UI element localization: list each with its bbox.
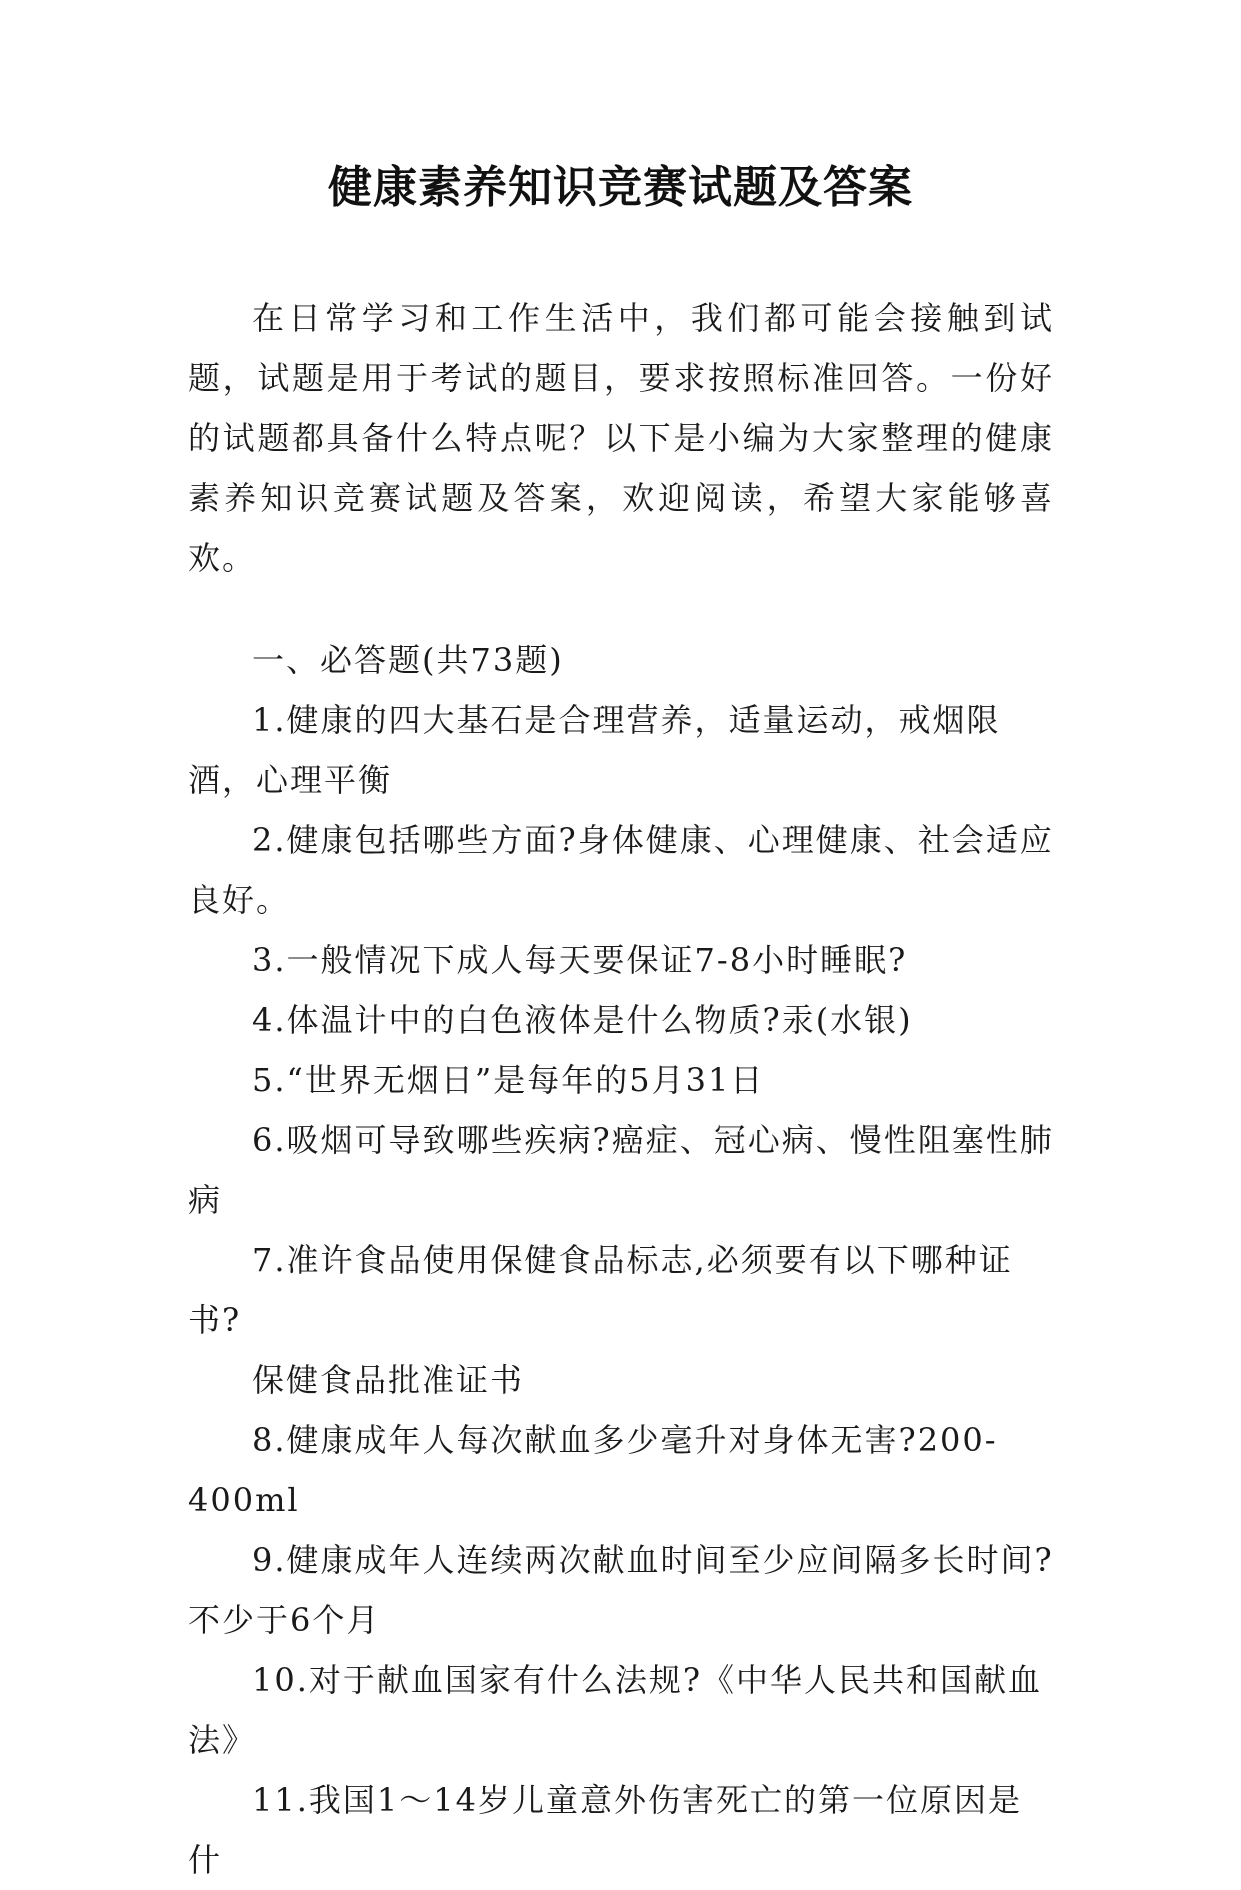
section-heading: 一、必答题(共73题) bbox=[252, 641, 564, 679]
question-item: 3.一般情况下成人每天要保证7-8小时睡眠? bbox=[252, 941, 908, 979]
question-text: 7.准许食品使用保健食品标志,必须要有以下哪种证书? bbox=[188, 1241, 1013, 1339]
question-item: 11.我国1～14岁儿童意外伤害死亡的第一位原因是什 bbox=[188, 1781, 1022, 1879]
question-item: 1.健康的四大基石是合理营养，适量运动，戒烟限酒，心理平衡 bbox=[188, 701, 1001, 799]
question-item: 2.健康包括哪些方面?身体健康、心理健康、社会适应良好。 bbox=[188, 821, 1054, 919]
question-item bbox=[188, 1230, 1054, 1410]
question-answer: 保健食品批准证书 bbox=[252, 1361, 525, 1399]
question-item: 8.健康成年人每次献血多少毫升对身体无害?200-400ml bbox=[188, 1421, 998, 1519]
question-item: 4.体温计中的白色液体是什么物质?汞(水银) bbox=[252, 1001, 913, 1039]
intro-paragraph: 在日常学习和工作生活中，我们都可能会接触到试题，试题是用于考试的题目，要求按照标准回答。一份好的试题都具备什么特点呢？以下是小编为大家整理的健康素养知识竞赛试题及答案，欢迎阅读，希望大家能够喜欢。 bbox=[188, 299, 1054, 577]
question-item: 6.吸烟可导致哪些疾病?癌症、冠心病、慢性阻塞性肺病 bbox=[188, 1121, 1054, 1219]
question-item: 9.健康成年人连续两次献血时间至少应间隔多长时间?不少于6个月 bbox=[188, 1541, 1054, 1639]
document-title: 健康素养知识竞赛试题及答案 bbox=[328, 162, 913, 213]
question-item: 5.“世界无烟日”是每年的5月31日 bbox=[252, 1061, 765, 1099]
document-body bbox=[188, 288, 1054, 1890]
question-item: 10.对于献血国家有什么法规?《中华人民共和国献血法》 bbox=[188, 1661, 1043, 1759]
